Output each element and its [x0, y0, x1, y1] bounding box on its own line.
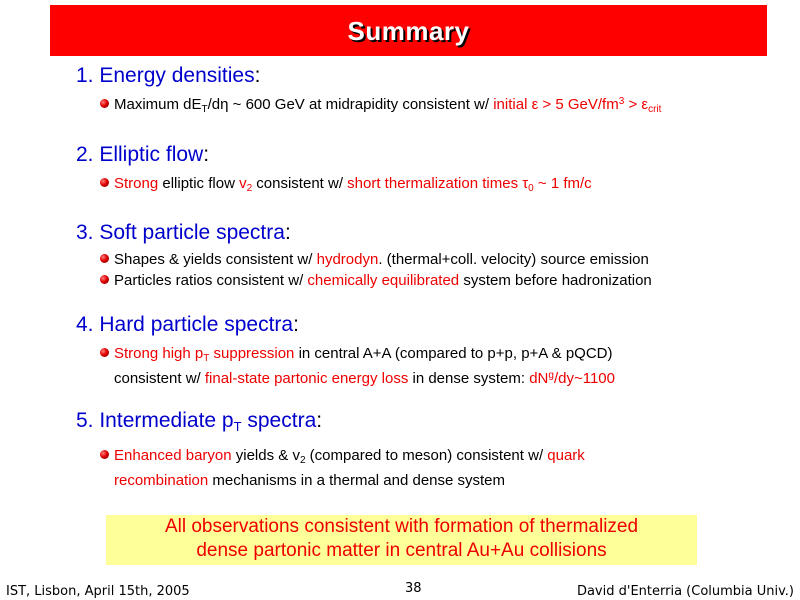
text-run: system before hadronization — [459, 272, 652, 289]
text-run: 0 — [528, 183, 534, 194]
text-run: Shapes & yields consistent w/ — [114, 251, 317, 268]
text-run: dN — [529, 370, 549, 387]
bullet-dot-icon — [100, 99, 109, 108]
text-run: Strong high p — [114, 345, 204, 362]
section-heading-text: 1. Energy densities — [76, 64, 255, 87]
bullet-continuation — [114, 370, 615, 387]
section-heading: 3. Soft particle spectra: — [76, 221, 291, 244]
text-run: final-state partonic energy loss — [204, 370, 409, 387]
text-run: mechanisms in a thermal and dense system — [208, 472, 506, 489]
bullet-dot-icon — [100, 348, 109, 357]
bullet-dot-icon — [100, 254, 109, 263]
text-run: Strong — [114, 175, 159, 192]
text-run: in dense system: — [408, 370, 530, 387]
text-run: (compared to meson) consistent w/ — [305, 447, 548, 464]
text-run: in central A+A (compared to p+p, p+A & pQCD) — [294, 345, 613, 362]
text-run: . (thermal+coll. velocity) source emission — [378, 251, 649, 268]
text-run: /dη ~ 600 GeV at midrapidity consistent w/ — [207, 96, 494, 113]
section-heading-text: 2. Elliptic flow — [76, 143, 204, 166]
text-run: crit — [648, 104, 662, 115]
footer-author: David d'Enterria (Columbia Univ.) — [576, 584, 794, 599]
text-run: elliptic flow — [158, 175, 240, 192]
bullet-dot-icon — [100, 178, 109, 187]
text-run: Maximum dE — [114, 96, 202, 113]
section-heading-text: 3. Soft particle spectra — [76, 221, 285, 244]
text-run: yields & v — [231, 447, 300, 464]
text-run: ~ 1 fm/c — [533, 175, 592, 192]
text-run: Particles ratios consistent w/ — [114, 272, 308, 289]
text-run: short thermalization times τ — [347, 175, 529, 192]
bullet-continuation — [114, 472, 505, 489]
title-bar — [50, 5, 767, 56]
page-number: 38 — [405, 581, 422, 596]
text-run: /dy~1100 — [553, 370, 615, 387]
section-heading: 5. Intermediate $p_T$ spectra: — [76, 409, 323, 434]
text-run: initial ε > 5 GeV/fm — [493, 96, 619, 113]
conclusion-line-1: All observations consistent with formation of thermalized — [164, 516, 639, 537]
conclusion-box — [106, 515, 697, 565]
slide-title: Summary — [347, 16, 470, 46]
bullet-item — [100, 345, 613, 364]
text-run: 3 — [618, 96, 625, 107]
bullet-item — [100, 175, 592, 194]
text-run: consistent w/ — [252, 175, 348, 192]
section-heading: 1. Energy densities: — [76, 64, 261, 87]
bullet-item — [100, 447, 585, 466]
text-run: 2 — [246, 183, 253, 194]
conclusion-line-2: dense partonic matter in central Au+Au collisions — [196, 540, 607, 561]
text-run: suppression — [209, 345, 295, 362]
text-run: quark — [547, 447, 585, 464]
text-run: 2 — [299, 455, 306, 466]
bullet-item — [100, 272, 652, 289]
text-run: T — [201, 104, 208, 115]
text-run: Enhanced baryon — [114, 447, 232, 464]
bullet-item — [100, 96, 661, 115]
section-heading-text: 5. Intermediate $p_T$ spectra — [76, 409, 317, 434]
text-run: consistent w/ — [114, 370, 205, 387]
bullet-dot-icon — [100, 275, 109, 284]
text-run: T — [203, 353, 210, 364]
bullet-item — [100, 251, 649, 268]
section-heading-text: 4. Hard particle spectra — [76, 313, 294, 336]
text-run: > ε — [624, 96, 649, 113]
text-run: hydrodyn — [316, 251, 379, 268]
text-run: chemically equilibrated — [307, 272, 460, 289]
section-heading: 4. Hard particle spectra: — [76, 313, 299, 336]
text-run: recombination — [114, 472, 209, 489]
bullet-dot-icon — [100, 450, 109, 459]
section-heading: 2. Elliptic flow: — [76, 143, 210, 166]
subscript-t: T — [233, 419, 242, 434]
text-run: g — [548, 370, 554, 381]
footer-venue: IST, Lisbon, April 15th, 2005 — [6, 584, 190, 599]
text-run: v — [239, 175, 247, 192]
